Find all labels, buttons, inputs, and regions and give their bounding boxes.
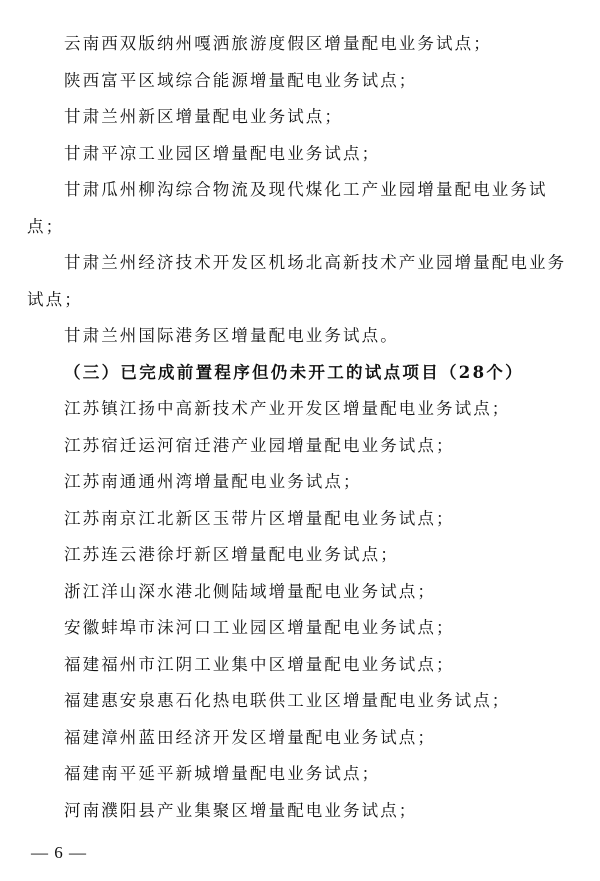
paragraph: 陕西富平区域综合能源增量配电业务试点；: [64, 70, 418, 90]
paragraph: 甘肃兰州经济技术开发区机场北高新技术产业园增量配电业务试点；: [27, 253, 567, 309]
paragraph: 安徽蚌埠市沫河口工业园区增量配电业务试点；: [64, 618, 455, 637]
page-number: — 6 —: [31, 843, 87, 862]
paragraph: 甘肃瓜州柳沟综合物流及现代煤化工产业园增量配电业务试点；: [27, 180, 548, 236]
paragraph: 江苏南通通州湾增量配电业务试点；: [64, 472, 362, 491]
section-heading: （三）已完成前置程序但仍未开工的试点项目（28个）: [64, 362, 524, 382]
paragraph: 福建福州市江阴工业集中区增量配电业务试点；: [64, 654, 455, 674]
paragraph: 江苏南京江北新区玉带片区增量配电业务试点；: [64, 508, 455, 528]
paragraph: 福建惠安泉惠石化热电联供工业区增量配电业务试点；: [64, 691, 511, 710]
paragraph: 浙江洋山深水港北侧陆域增量配电业务试点；: [64, 581, 436, 601]
paragraph: 甘肃兰州国际港务区增量配电业务试点。: [64, 326, 399, 345]
paragraph: 甘肃平凉工业园区增量配电业务试点；: [64, 143, 381, 163]
paragraph: 福建漳州蓝田经济开发区增量配电业务试点；: [64, 727, 436, 747]
paragraph: 河南濮阳县产业集聚区增量配电业务试点；: [64, 800, 418, 820]
paragraph: 云南西双版纳州嘎洒旅游度假区增量配电业务试点；: [64, 34, 492, 53]
paragraph: 江苏镇江扬中高新技术产业开发区增量配电业务试点；: [64, 399, 511, 418]
paragraph: 江苏连云港徐圩新区增量配电业务试点；: [64, 545, 399, 564]
paragraph: 江苏宿迁运河宿迁港产业园增量配电业务试点；: [64, 435, 455, 455]
paragraph: 甘肃兰州新区增量配电业务试点；: [64, 107, 343, 126]
paragraph: 福建南平延平新城增量配电业务试点；: [64, 764, 381, 783]
document-body: [27, 26, 583, 829]
